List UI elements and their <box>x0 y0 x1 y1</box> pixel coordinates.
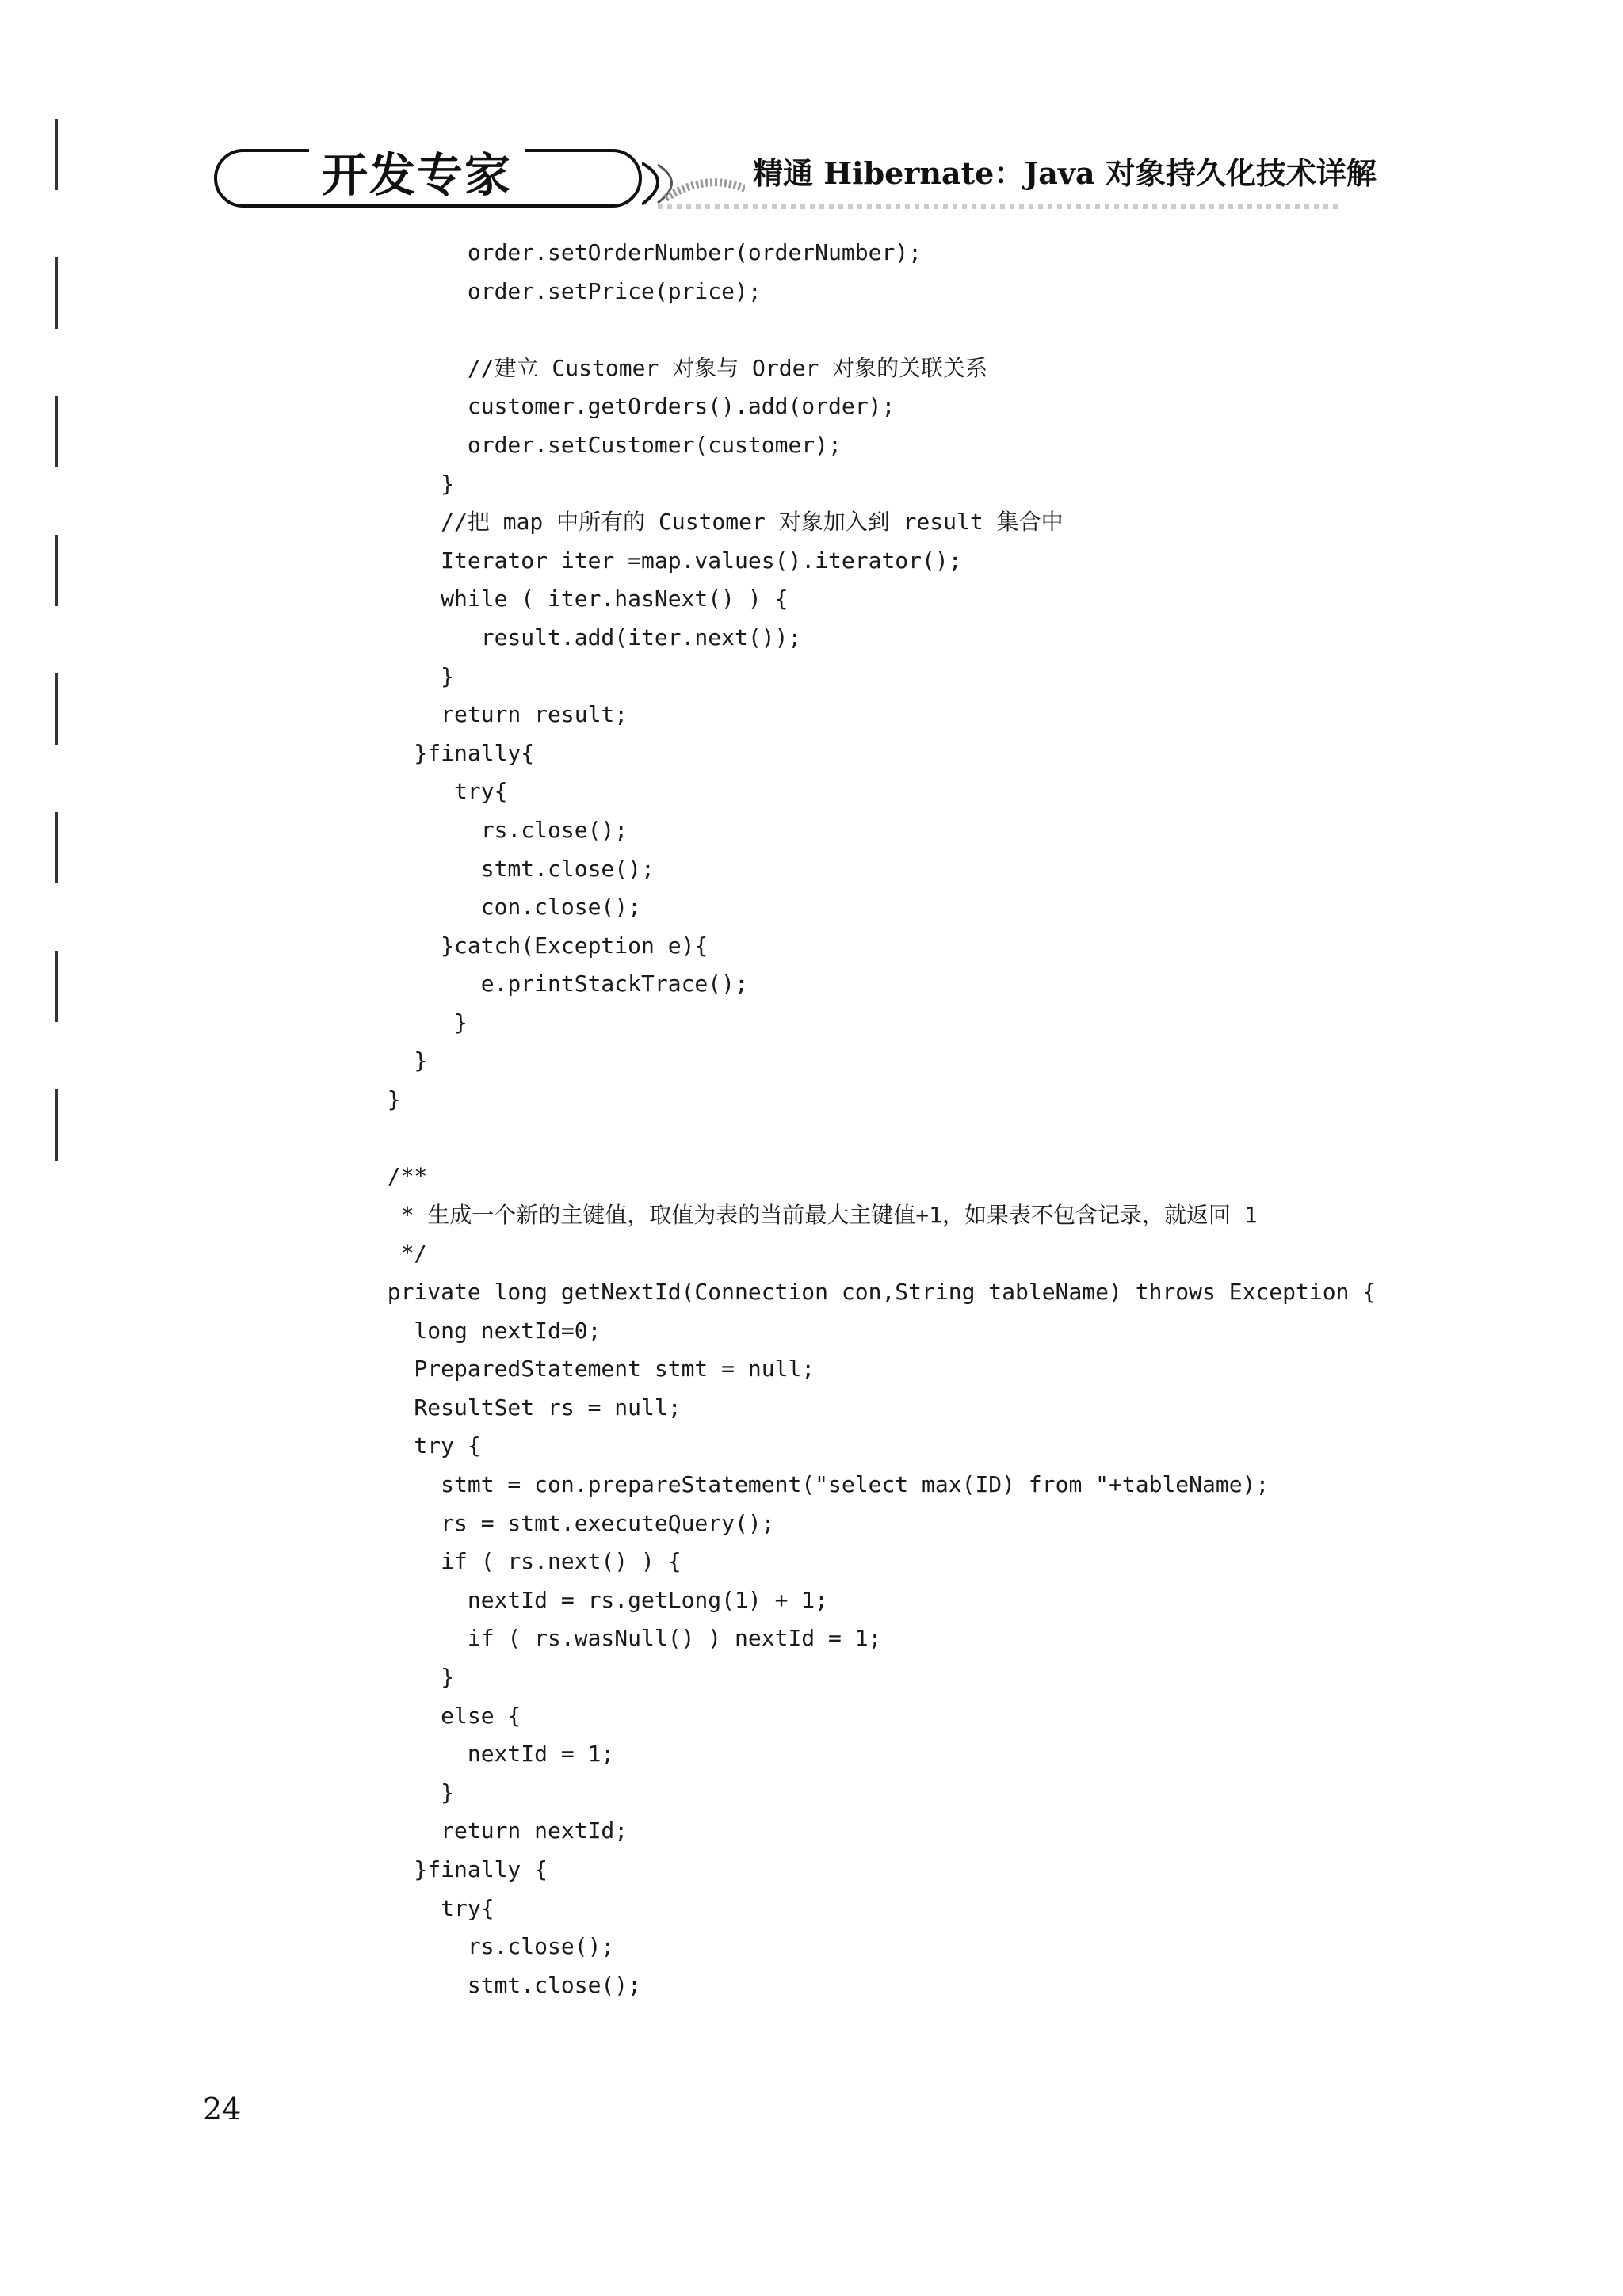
code-line: //把 map 中所有的 Customer 对象加入到 result 集合中 <box>361 509 1064 536</box>
code-line: } <box>361 1009 468 1035</box>
code-line: try{ <box>361 1894 495 1921</box>
code-line: private long getNextId(Connection con,String tableName) throws Exception { <box>361 1279 1377 1306</box>
code-line: } <box>361 1779 455 1806</box>
code-line: }catch(Exception e){ <box>361 932 708 959</box>
code-line: PreparedStatement stmt = null; <box>361 1356 815 1383</box>
margin-tick-4 <box>55 535 58 606</box>
margin-tick-5 <box>55 673 58 745</box>
code-line: } <box>361 662 455 689</box>
header-rule <box>658 204 1339 209</box>
margin-tick-1 <box>55 119 58 190</box>
code-line: order.setOrderNumber(orderNumber); <box>361 239 922 265</box>
series-badge-text: 开发专家 <box>309 138 525 204</box>
code-line: */ <box>361 1240 428 1267</box>
code-line: }finally { <box>361 1855 548 1882</box>
code-line: //建立 Customer 对象与 Order 对象的关联关系 <box>361 354 988 381</box>
code-line: try { <box>361 1432 481 1459</box>
running-header <box>214 143 1377 222</box>
margin-tick-7 <box>55 951 58 1022</box>
code-line: * 生成一个新的主键值，取值为表的当前最大主键值+1，如果表不包含记录，就返回 1 <box>361 1201 1258 1228</box>
book-title: 精通 Hibernate：Java 对象持久化技术详解 <box>753 155 1377 191</box>
code-listing <box>361 234 1376 2004</box>
code-line: } <box>361 1086 401 1113</box>
code-line: stmt = con.prepareStatement("select max(ID) from "+tableName); <box>361 1471 1270 1497</box>
code-line: e.printStackTrace(); <box>361 971 748 997</box>
code-line: nextId = rs.getLong(1) + 1; <box>361 1586 829 1613</box>
code-line: stmt.close(); <box>361 1971 642 1998</box>
code-line: try{ <box>361 778 508 805</box>
code-line: nextId = 1; <box>361 1741 615 1768</box>
code-line: if ( rs.wasNull() ) nextId = 1; <box>361 1625 882 1652</box>
code-line: long nextId=0; <box>361 1317 601 1344</box>
code-line: return result; <box>361 701 628 728</box>
code-line: } <box>361 1047 428 1074</box>
code-line: order.setPrice(price); <box>361 277 762 304</box>
header-swoosh-icon <box>642 157 745 208</box>
code-line: stmt.close(); <box>361 855 655 882</box>
code-line: return nextId; <box>361 1817 628 1844</box>
code-line: rs = stmt.executeQuery(); <box>361 1509 775 1536</box>
margin-tick-8 <box>55 1089 58 1161</box>
code-line: /** <box>361 1163 428 1190</box>
code-line: } <box>361 1663 455 1690</box>
code-line: con.close(); <box>361 894 642 921</box>
code-line: } <box>361 470 455 497</box>
code-line: Iterator iter =map.values().iterator(); <box>361 547 962 574</box>
code-line: else { <box>361 1702 521 1729</box>
code-line: rs.close(); <box>361 1933 615 1960</box>
code-line: }finally{ <box>361 739 535 766</box>
margin-tick-6 <box>55 812 58 883</box>
code-line: result.add(iter.next()); <box>361 624 802 650</box>
code-line: ResultSet rs = null; <box>361 1394 682 1421</box>
code-line: order.setCustomer(customer); <box>361 431 842 458</box>
code-line: rs.close(); <box>361 816 628 843</box>
margin-tick-3 <box>55 396 58 467</box>
code-line: customer.getOrders().add(order); <box>361 393 896 420</box>
page-number: 24 <box>203 2092 242 2126</box>
code-line: if ( rs.next() ) { <box>361 1548 682 1575</box>
margin-tick-2 <box>55 257 58 329</box>
code-line: while ( iter.hasNext() ) { <box>361 585 789 612</box>
